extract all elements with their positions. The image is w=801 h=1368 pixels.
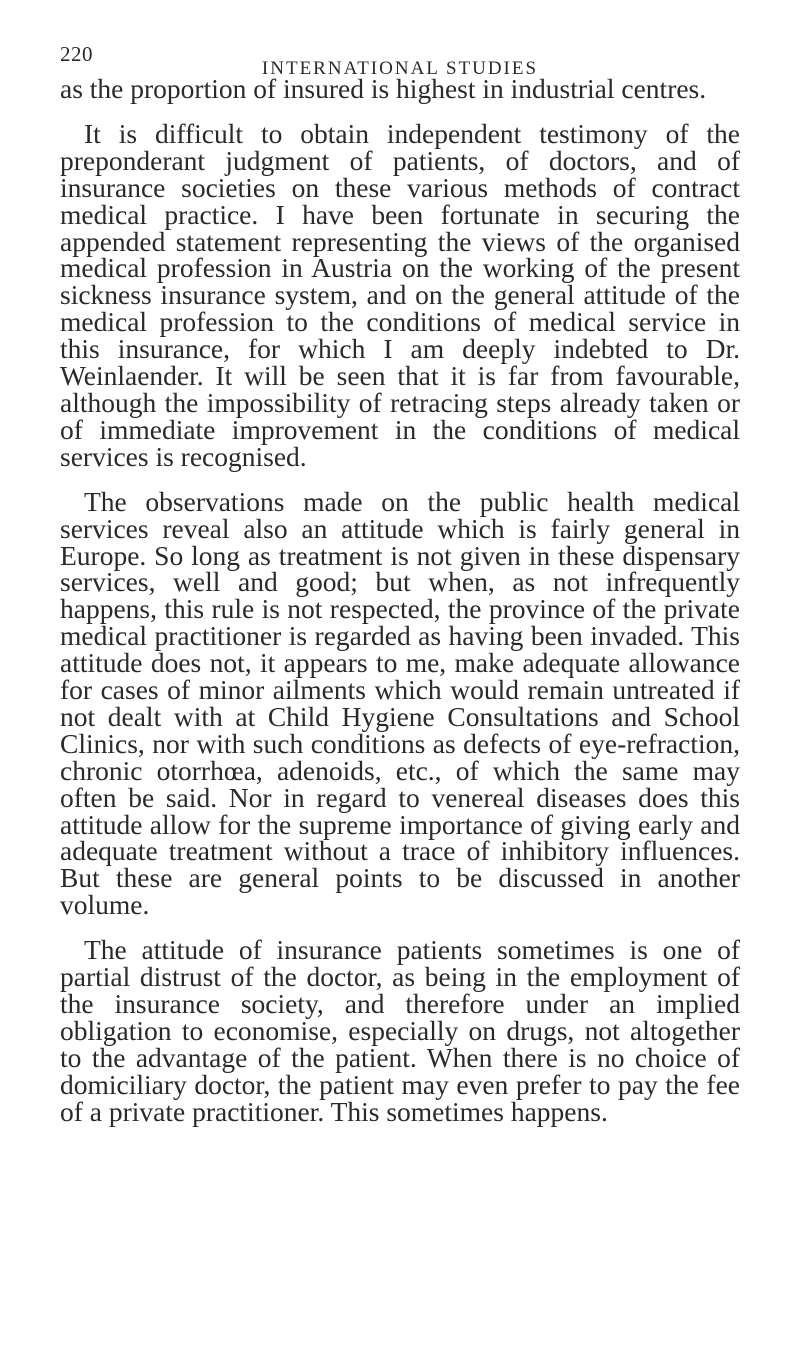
paragraph-continuation: as the proportion of insured is highest in industrial centres. [60, 73, 707, 104]
running-head [60, 34, 740, 79]
paragraph-testimony: It is difficult to obtain independent testimony of the preponderant judgment of patients, of doctors, and of insurance societies on these various methods of contract medical practice. I have been fortunate in securing the appended statement representing the views of the organised medical profession in Austria on the working of the present sickness insurance system, and on the general attitude of the medical profession to the conditions of medical service in this insurance, for which I am deeply indebted to Dr. Weinlaender. It will be seen that it is far from favourable, although the impossibility of retracing steps already taken or of immediate improvement in the conditions of medical services is recognised. [60, 117, 740, 472]
paragraph-public-health: The observations made on the public health medical services reveal also an attitude which is fairly general in Europe. So long as treatment is not given in these dispensary services, well and good; but when, as not infrequently happens, this rule is not respected, the province of the private medical practitioner is regarded as having been invaded. This attitude does not, it appears to me, make adequate allowance for cases of minor ailments which would remain untreated if not dealt with at Child Hygiene Consultations and School Clinics, nor with such conditions as defects of eye-refraction, chronic otorrhœa, adenoids, etc., of which the same may often be said. Nor in regard to venereal diseases does this attitude allow for the supreme importance of giving early and adequate treatment without a trace of inhibitory influences. But these are general points to be discussed in another volume. [60, 485, 740, 921]
running-title: INTERNATIONAL STUDIES [261, 58, 539, 79]
page-number: 220 [60, 42, 93, 66]
paragraph-patient-attitude: The attitude of insurance patients sometimes is one of partial distrust of the doctor, as being in the employment of the insurance society, and therefore under an implied obligation to economise, especially on drugs, not altogether to the advantage of the patient. When there is no choice of domiciliary doctor, the patient may even prefer to pay the fee of a private practitioner. This sometimes happens. [60, 934, 740, 1127]
body-text [60, 73, 740, 1127]
